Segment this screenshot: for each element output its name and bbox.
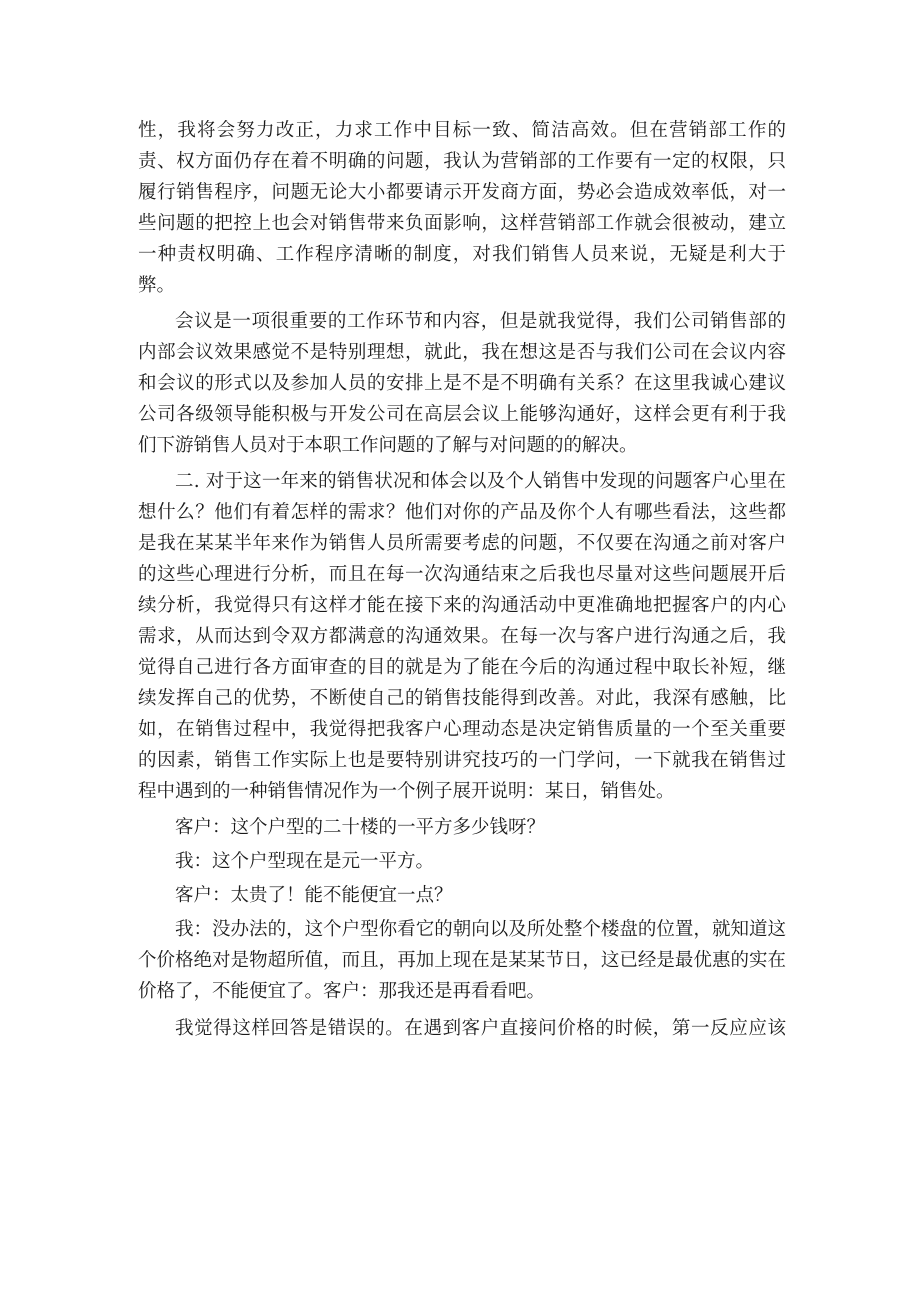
dialogue-line bbox=[138, 880, 786, 911]
dialogue-line bbox=[138, 812, 786, 843]
text-line: 想什么？他们有着怎样的需求？他们对你的产品及你个人有哪些看法，这些都 bbox=[138, 502, 786, 523]
text-line: 的因素，销售工作实际上也是要特别讲究技巧的一门学问，一下就我在销售过 bbox=[138, 750, 786, 771]
text-line: 续分析，我觉得只有这样才能在接下来的沟通活动中更准确地把握客户的内心 bbox=[138, 595, 786, 616]
text-line: 需求，从而达到令双方都满意的沟通效果。在每一次与客户进行沟通之后，我 bbox=[138, 626, 786, 647]
text-line: 责、权方面仍存在着不明确的问题，我认为营销部的工作要有一定的权限，只 bbox=[138, 151, 786, 172]
text-line: 程中遇到的一种销售情况作为一个例子展开说明：某日，销售处。 bbox=[138, 781, 675, 802]
text-line: 如，在销售过程中，我觉得把我客户心理动态是决定销售质量的一个至关重要 bbox=[138, 719, 786, 740]
document-body bbox=[138, 115, 786, 1049]
text-line: 我：这个户型现在是元一平方。 bbox=[175, 851, 435, 872]
text-line: 弊。 bbox=[138, 275, 176, 296]
text-line: 一种责权明确、工作程序清晰的制度，对我们销售人员来说，无疑是利大于 bbox=[138, 244, 786, 265]
text-line: 个价格绝对是物超所值，而且，再加上现在是某某节日，这已经是最优惠的实在 bbox=[138, 950, 786, 971]
text-line: 续发挥自己的优势，不断使自己的销售技能得到改善。对此，我深有感触，比 bbox=[138, 688, 786, 709]
text-line: 内部会议效果感觉不是特别理想，就此，我在想这是否与我们公司在会议内容 bbox=[138, 342, 786, 363]
text-line: 会议是一项很重要的工作环节和内容，但是就我觉得，我们公司销售部的 bbox=[175, 311, 786, 332]
text-line: 客户：这个户型的二十楼的一平方多少钱呀？ bbox=[175, 817, 546, 838]
dialogue-line bbox=[138, 846, 786, 877]
text-line: 是我在某某半年来作为销售人员所需要考虑的问题，不仅要在沟通之前对客户 bbox=[138, 533, 786, 554]
text-line: 我：没办法的，这个户型你看它的朝向以及所处整个楼盘的位置，就知道这 bbox=[175, 919, 786, 940]
paragraph bbox=[138, 914, 786, 1007]
text-line: 性，我将会努力改正，力求工作中目标一致、简洁高效。但在营销部工作的 bbox=[138, 120, 786, 141]
paragraph bbox=[138, 115, 786, 301]
text-line: 客户：太贵了！能不能便宜一点？ bbox=[175, 885, 453, 906]
paragraph bbox=[138, 1013, 786, 1044]
text-line: 觉得自己进行各方面审查的目的就是为了能在今后的沟通过程中取长补短，继 bbox=[138, 657, 786, 678]
paragraph bbox=[138, 466, 786, 807]
text-line: 和会议的形式以及参加人员的安排上是不是不明确有关系？在这里我诚心建议 bbox=[138, 373, 786, 394]
text-line: 的这些心理进行分析，而且在每一次沟通结束之后我也尽量对这些问题展开后 bbox=[138, 564, 786, 585]
text-line: 们下游销售人员对于本职工作问题的了解与对问题的的解决。 bbox=[138, 435, 638, 456]
text-line: 履行销售程序，问题无论大小都要请示开发商方面，势必会造成效率低，对一 bbox=[138, 182, 786, 203]
text-line: 二. 对于这一年来的销售状况和体会以及个人销售中发现的问题客户心里在 bbox=[175, 471, 786, 492]
text-line: 价格了，不能便宜了。客户：那我还是再看看吧。 bbox=[138, 981, 546, 1002]
text-line: 我觉得这样回答是错误的。在遇到客户直接问价格的时候，第一反应应该 bbox=[175, 1018, 786, 1039]
text-line: 公司各级领导能积极与开发公司在高层会议上能够沟通好，这样会更有利于我 bbox=[138, 404, 786, 425]
paragraph bbox=[138, 306, 786, 461]
text-line: 些问题的把控上也会对销售带来负面影响，这样营销部工作就会很被动，建立 bbox=[138, 213, 786, 234]
